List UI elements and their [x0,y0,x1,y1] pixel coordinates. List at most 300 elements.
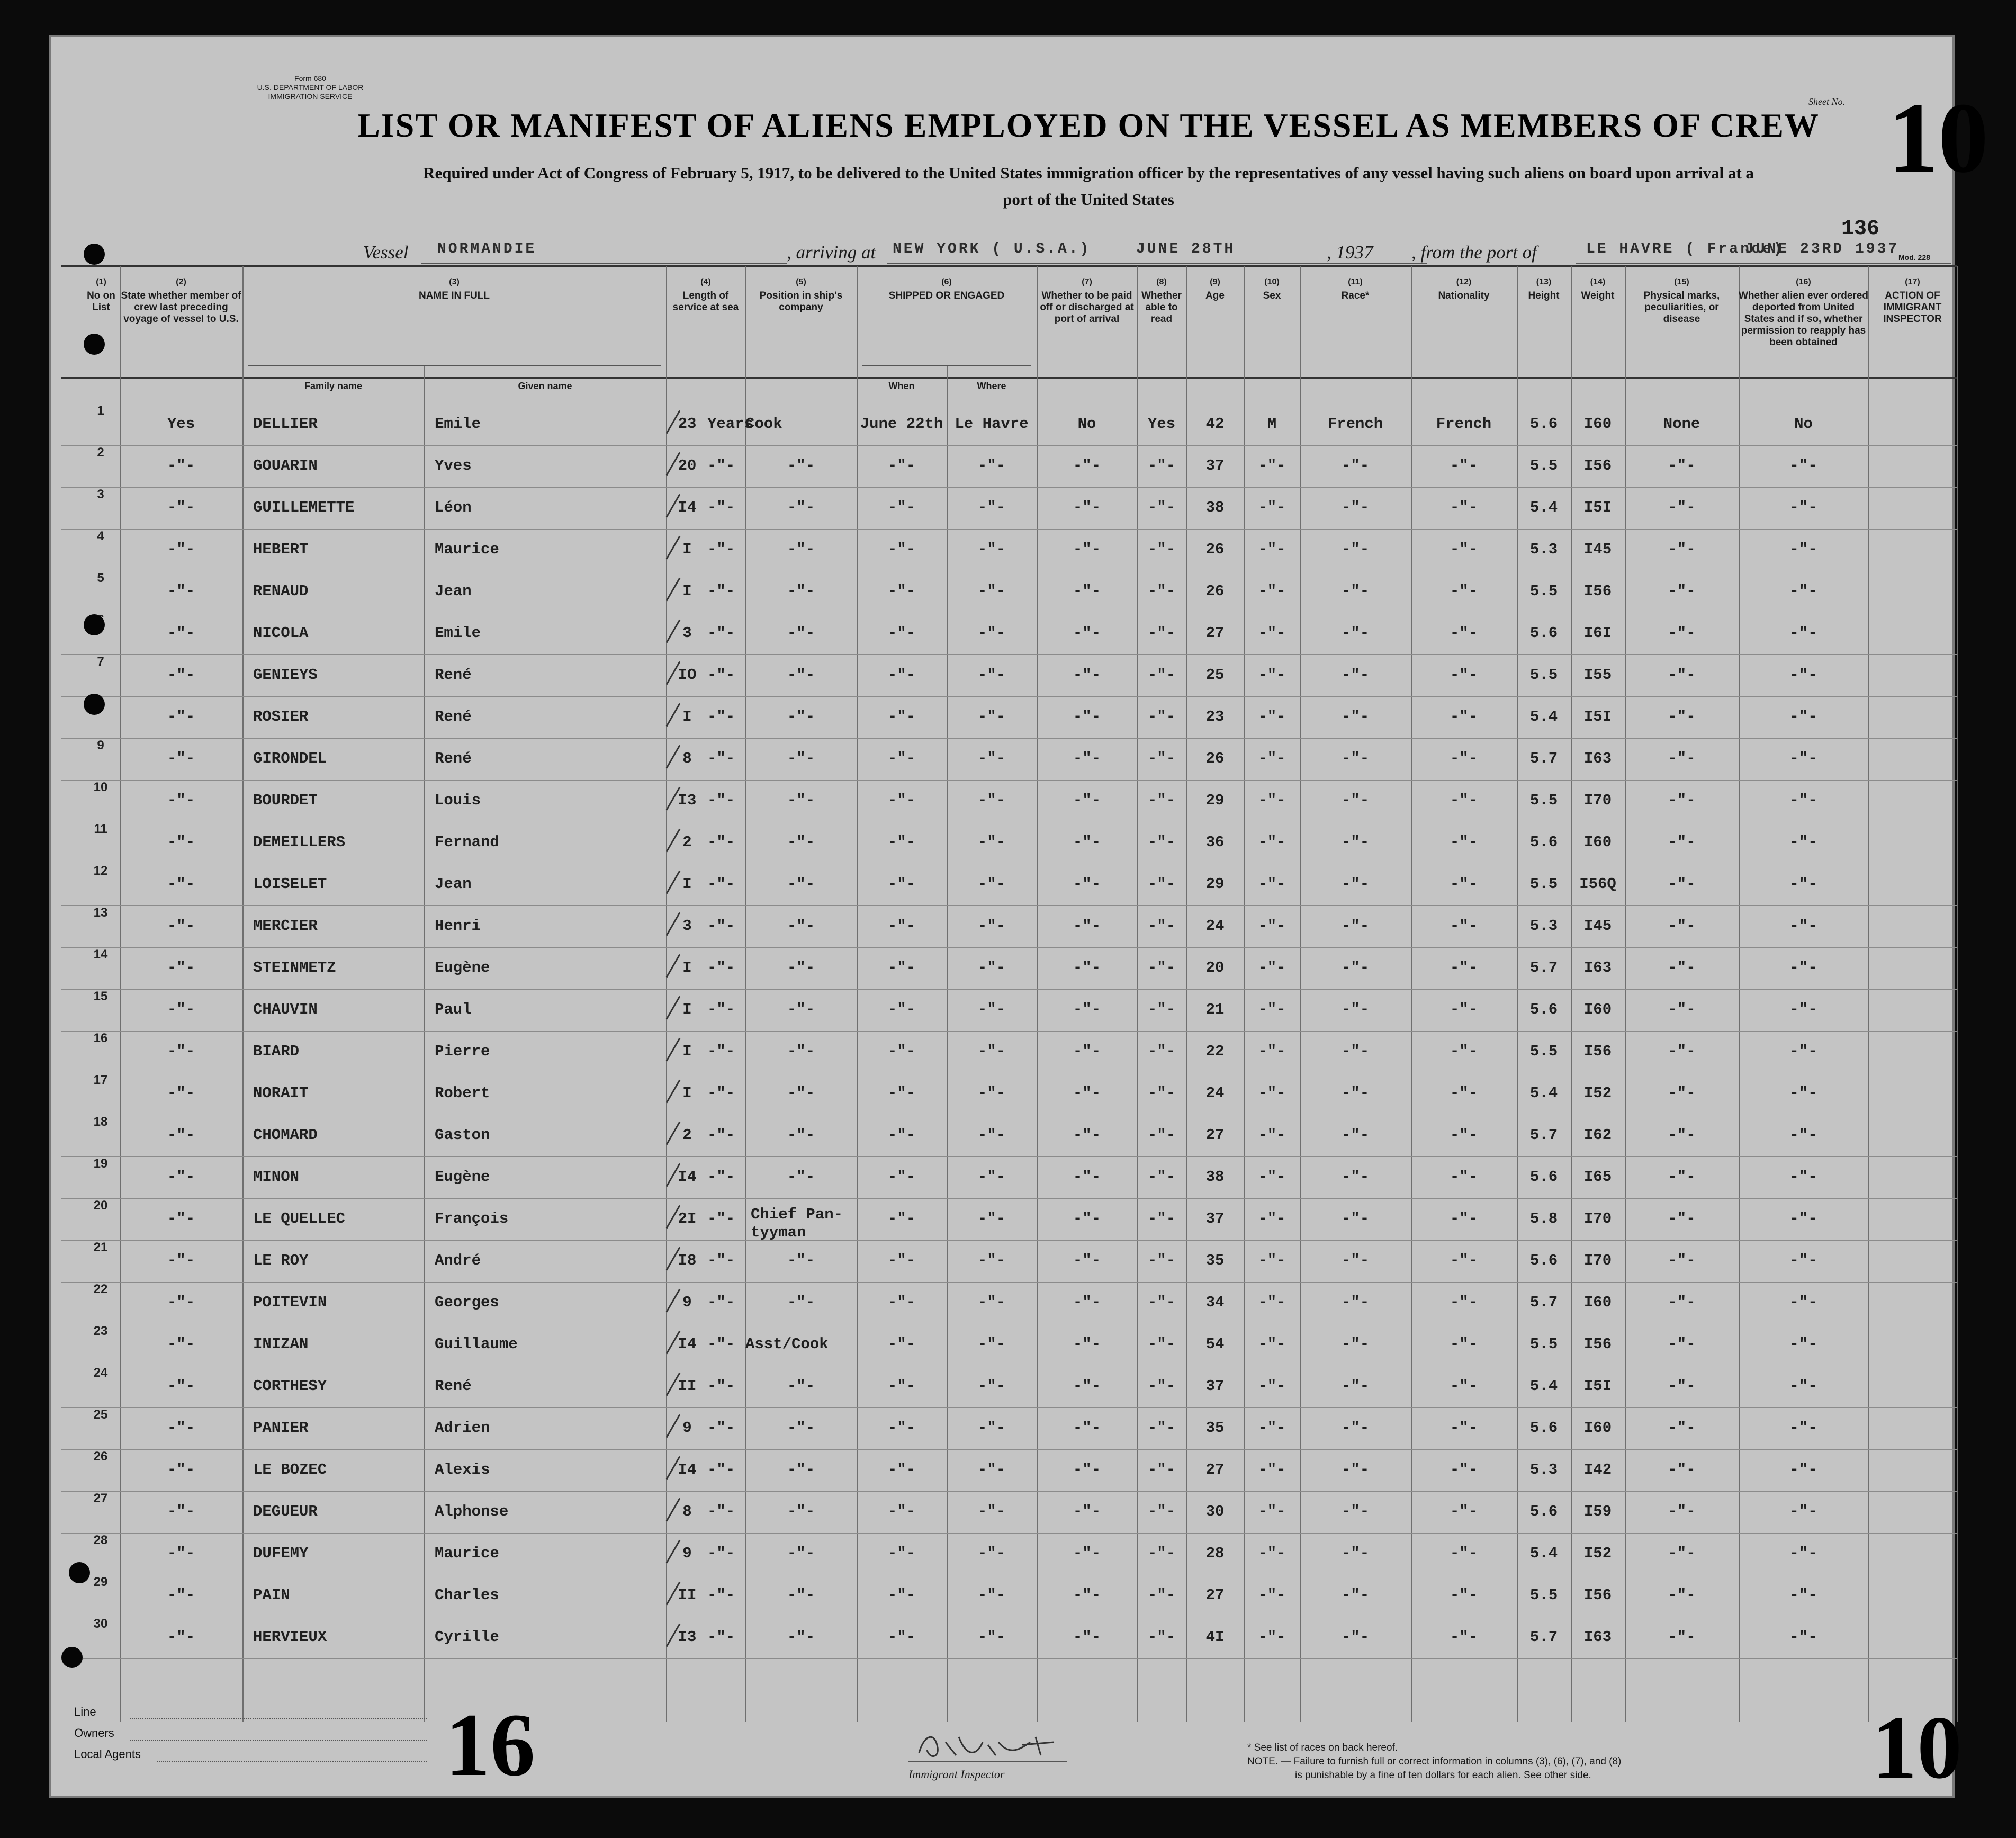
height-cell: 5.4 [1529,708,1558,725]
age-cell: 24 [1205,917,1225,935]
service-length-cell: 20 [678,457,697,474]
service-unit-cell: -"- [707,1419,735,1437]
line-number: 2 [97,445,104,460]
physical-marks-cell: -"- [1668,1001,1696,1018]
column-header [1517,276,1571,302]
column-label: Physical marks, peculiarities, or disease [1643,290,1720,325]
shipped-where-cell: -"- [977,1084,1006,1102]
deported-cell: -"- [1789,1335,1817,1353]
weight-cell: I55 [1583,666,1612,684]
row-divider [61,947,1957,948]
deported-cell: -"- [1789,792,1817,809]
given-name-cell: René [435,708,472,725]
given-name-cell: René [435,666,472,684]
from-port-label: , from the port of [1411,242,1537,263]
row-divider [61,1658,1957,1659]
row-divider [61,738,1957,739]
column-divider [242,266,244,1722]
shipped-when-cell: -"- [887,666,916,684]
given-name-cell: Georges [435,1294,499,1311]
height-cell: 5.4 [1529,1545,1558,1562]
given-name-cell: Jean [435,582,472,600]
line-number: 4 [97,529,104,543]
paid-off-cell: -"- [1073,1419,1101,1437]
previous-voyage-cell: -"- [167,833,195,851]
service-unit-cell: -"- [707,1126,735,1144]
shipped-where-cell: -"- [977,1377,1006,1395]
position-cell: -"- [787,1377,815,1395]
weight-cell: I56Q [1579,875,1616,893]
previous-voyage-cell: -"- [167,1084,195,1102]
age-cell: 26 [1205,541,1225,558]
paid-off-cell: -"- [1073,750,1101,767]
height-cell: 5.7 [1529,1628,1558,1646]
deported-cell: -"- [1789,1252,1817,1269]
able-to-read-cell: -"- [1147,1545,1176,1562]
given-name-cell: Guillaume [435,1335,518,1353]
race-cell: -"- [1341,792,1370,809]
paid-off-cell: -"- [1073,1545,1101,1562]
column-number: (17) [1905,277,1920,286]
shipped-where-cell: -"- [977,708,1006,725]
shipped-where-cell: -"- [977,917,1006,935]
family-name-cell: NICOLA [253,624,309,642]
column-label: Position in ship's company [759,290,843,313]
nationality-cell: -"- [1450,582,1478,600]
weight-cell: I63 [1583,959,1612,976]
nationality-cell: -"- [1450,1252,1478,1269]
height-cell: 5.6 [1529,1419,1558,1437]
column-header [1739,276,1868,348]
position-cell: -"- [787,875,815,893]
age-cell: 27 [1205,624,1225,642]
deported-cell: -"- [1789,875,1817,893]
able-to-read-cell: -"- [1147,1084,1176,1102]
deported-cell: -"- [1789,1084,1817,1102]
column-number: (8) [1156,277,1167,286]
line-number: 17 [93,1073,108,1087]
column-header [857,276,1037,302]
physical-marks-cell: -"- [1668,624,1696,642]
service-length-cell: 2 [682,833,692,851]
weight-cell: I5I [1583,1377,1612,1395]
service-unit-cell: -"- [707,1210,735,1227]
able-to-read-cell: -"- [1147,666,1176,684]
able-to-read-cell: -"- [1147,833,1176,851]
service-length-cell: II [678,1586,697,1604]
service-unit-cell: -"- [707,1168,735,1186]
position-cell: -"- [787,582,815,600]
column-label: SHIPPED OR ENGAGED [888,290,1005,301]
able-to-read-cell: -"- [1147,1628,1176,1646]
family-name-cell: CHAUVIN [253,1001,318,1018]
physical-marks-cell: -"- [1668,1503,1696,1520]
weight-cell: I5I [1583,708,1612,725]
row-divider [61,1240,1957,1241]
physical-marks-cell: -"- [1668,959,1696,976]
race-cell: -"- [1341,624,1370,642]
deported-cell: -"- [1789,1126,1817,1144]
position-cell: -"- [787,1252,815,1269]
able-to-read-cell: -"- [1147,457,1176,474]
column-header [1411,276,1517,302]
previous-voyage-cell: -"- [167,1461,195,1478]
physical-marks-cell: -"- [1668,1294,1696,1311]
shipped-where-cell: -"- [977,1335,1006,1353]
column-number: (2) [176,277,186,286]
previous-voyage-cell: -"- [167,457,195,474]
weight-cell: I42 [1583,1461,1612,1478]
given-name-cell: Pierre [435,1043,490,1060]
department-name: U.S. DEPARTMENT OF LABOR [257,83,364,92]
weight-cell: I52 [1583,1545,1612,1562]
family-name-cell: MERCIER [253,917,318,935]
family-name-cell: CHOMARD [253,1126,318,1144]
height-cell: 5.7 [1529,750,1558,767]
weight-cell: I60 [1583,1001,1612,1018]
sex-cell: -"- [1258,1252,1286,1269]
column-label: Whether able to read [1141,290,1182,325]
weight-cell: I60 [1583,1294,1612,1311]
column-header [120,276,242,325]
physical-marks-cell: -"- [1668,541,1696,558]
weight-cell: I56 [1583,582,1612,600]
family-name-cell: DEGUEUR [253,1503,318,1520]
race-cell: -"- [1341,875,1370,893]
age-cell: 20 [1205,959,1225,976]
service-unit-cell: -"- [707,1545,735,1562]
weight-cell: I60 [1583,415,1612,433]
row-divider [61,1449,1957,1450]
shipped-where-cell: -"- [977,541,1006,558]
age-cell: 30 [1205,1503,1225,1520]
given-name-cell: Alexis [435,1461,490,1478]
shipped-where-cell: -"- [977,1168,1006,1186]
service-length-cell: I4 [678,1335,697,1353]
family-name-cell: CORTHESY [253,1377,327,1395]
column-header [1625,276,1739,325]
physical-marks-cell: -"- [1668,1210,1696,1227]
family-name-cell: ROSIER [253,708,309,725]
column-header [745,276,857,313]
race-cell: -"- [1341,1252,1370,1269]
race-cell: -"- [1341,1461,1370,1478]
form-header-block [220,74,400,101]
column-label: Weight [1581,290,1615,301]
row-divider [61,1031,1957,1032]
inspector-signature [908,1726,1067,1763]
punch-hole [84,244,105,265]
vessel-name: NORMANDIE [437,241,537,257]
service-length-cell: I [682,875,692,893]
column-number: (1) [96,277,106,286]
column-header [1137,276,1186,325]
column-header [83,276,120,313]
age-cell: 37 [1205,457,1225,474]
line-number: 15 [93,989,108,1003]
sheet-number-label: Sheet No. [1808,96,1845,107]
paid-off-cell: -"- [1073,1461,1101,1478]
column-subheader: Given name [518,381,572,391]
service-length-cell: I3 [678,792,697,809]
line-number: 28 [93,1533,108,1547]
weight-cell: I63 [1583,750,1612,767]
shipped-where-cell: -"- [977,875,1006,893]
family-name-cell: STEINMETZ [253,959,336,976]
race-cell: French [1327,415,1383,433]
service-length-cell: IO [678,666,697,684]
height-cell: 5.6 [1529,833,1558,851]
previous-voyage-cell: -"- [167,1419,195,1437]
able-to-read-cell: -"- [1147,541,1176,558]
service-unit-cell: -"- [707,1503,735,1520]
line-number: 7 [97,654,104,669]
shipped-where-cell: -"- [977,792,1006,809]
height-cell: 5.6 [1529,415,1558,433]
age-cell: 29 [1205,792,1225,809]
paid-off-cell: -"- [1073,792,1101,809]
height-cell: 5.7 [1529,959,1558,976]
given-name-cell: Alphonse [435,1503,509,1520]
weight-cell: I5I [1583,499,1612,516]
weight-cell: I60 [1583,833,1612,851]
column-subheader: When [888,381,915,391]
nationality-cell: -"- [1450,541,1478,558]
age-cell: 38 [1205,1168,1225,1186]
service-length-cell: I4 [678,1461,697,1478]
given-name-cell: Cyrille [435,1628,499,1646]
physical-marks-cell: -"- [1668,1545,1696,1562]
service-unit-cell: -"- [707,750,735,767]
sex-cell: -"- [1258,1126,1286,1144]
line-number: 25 [93,1407,108,1422]
able-to-read-cell: -"- [1147,1419,1176,1437]
previous-voyage-cell: -"- [167,1043,195,1060]
shipped-when-cell: -"- [887,499,916,516]
position-cell: -"- [787,1043,815,1060]
nationality-cell: -"- [1450,1126,1478,1144]
weight-cell: I52 [1583,1084,1612,1102]
shipped-when-cell: -"- [887,1252,916,1269]
position-cell: -"- [787,666,815,684]
stamp-number-right: 10 [1872,1698,1962,1797]
deported-cell: -"- [1789,1210,1817,1227]
previous-voyage-cell: -"- [167,1210,195,1227]
position-cell-cont: tyyman [751,1224,806,1241]
column-label: Age [1205,290,1225,301]
nationality-cell: -"- [1450,499,1478,516]
line-number: 9 [97,738,104,752]
age-cell: 23 [1205,708,1225,725]
nationality-cell: -"- [1450,1503,1478,1520]
paid-off-cell: -"- [1073,1210,1101,1227]
shipped-when-cell: -"- [887,1461,916,1478]
shipped-when-cell: -"- [887,624,916,642]
height-cell: 5.6 [1529,1001,1558,1018]
physical-marks-cell: -"- [1668,1084,1696,1102]
line-number: 1 [97,404,104,418]
sex-cell: -"- [1258,833,1286,851]
deported-cell: -"- [1789,1043,1817,1060]
row-divider [61,989,1957,990]
age-cell: 35 [1205,1419,1225,1437]
position-cell: Chief Pan- [751,1206,843,1223]
family-name-cell: HERVIEUX [253,1628,327,1646]
row-divider [61,445,1957,446]
sex-cell: -"- [1258,499,1286,516]
service-unit-cell: -"- [707,1043,735,1060]
nationality-cell: -"- [1450,959,1478,976]
service-length-cell: I8 [678,1252,697,1269]
paid-off-cell: -"- [1073,875,1101,893]
shipped-when-cell: -"- [887,1586,916,1604]
sex-cell: -"- [1258,1084,1286,1102]
page-title: LIST OR MANIFEST OF ALIENS EMPLOYED ON THE VESSEL AS MEMBERS OF CREW [357,106,1820,144]
sex-cell: -"- [1258,1419,1286,1437]
given-name-cell: Louis [435,792,481,809]
physical-marks-cell: -"- [1668,499,1696,516]
model-number: Mod. 228 [1898,253,1930,262]
nationality-cell: -"- [1450,666,1478,684]
column-divider [1868,266,1869,1722]
row-divider [61,529,1957,530]
family-name-cell: MINON [253,1168,300,1186]
height-cell: 5.6 [1529,624,1558,642]
position-cell: -"- [787,541,815,558]
family-name-cell: GOUARIN [253,457,318,474]
line-number: 5 [97,571,104,585]
column-number: (4) [700,277,711,286]
column-header [1186,276,1244,302]
sex-cell: -"- [1258,1461,1286,1478]
shipped-when-cell: -"- [887,1084,916,1102]
deported-cell: -"- [1789,666,1817,684]
reference-number: 136 [1841,217,1880,241]
race-cell: -"- [1341,750,1370,767]
row-divider [61,1198,1957,1199]
weight-cell: I70 [1583,792,1612,809]
paid-off-cell: No [1077,415,1096,433]
sex-cell: -"- [1258,1210,1286,1227]
column-header [1571,276,1625,302]
nationality-cell: French [1436,415,1492,433]
line-label: Line [74,1705,96,1718]
inspector-label: Immigrant Inspector [908,1768,1005,1781]
nationality-cell: -"- [1450,1001,1478,1018]
row-divider [61,696,1957,697]
line-number: 19 [93,1156,108,1171]
previous-voyage-cell: -"- [167,1126,195,1144]
paid-off-cell: -"- [1073,959,1101,976]
previous-voyage-cell: -"- [167,708,195,725]
sex-cell: -"- [1258,457,1286,474]
height-cell: 5.3 [1529,1461,1558,1478]
previous-voyage-cell: -"- [167,792,195,809]
nationality-cell: -"- [1450,1419,1478,1437]
column-number: (7) [1082,277,1092,286]
given-name-cell: Yves [435,457,472,474]
column-number: (9) [1210,277,1220,286]
line-number: 16 [93,1031,108,1045]
from-port: LE HAVRE ( France) [1586,241,1785,257]
punch-hole [69,1562,90,1583]
service-length-cell: 8 [682,1503,692,1520]
paid-off-cell: -"- [1073,582,1101,600]
age-cell: 54 [1205,1335,1225,1353]
service-length-cell: 3 [682,624,692,642]
deported-cell: -"- [1789,499,1817,516]
paid-off-cell: -"- [1073,1377,1101,1395]
shipped-when-cell: -"- [887,750,916,767]
column-header [1868,276,1957,325]
given-name-cell: Gaston [435,1126,490,1144]
service-unit-cell: -"- [707,917,735,935]
weight-cell: I56 [1583,1043,1612,1060]
weight-cell: I56 [1583,1335,1612,1353]
sex-cell: -"- [1258,1377,1286,1395]
previous-voyage-cell: -"- [167,582,195,600]
family-name-cell: PAIN [253,1586,290,1604]
nationality-cell: -"- [1450,1294,1478,1311]
deported-cell: -"- [1789,1001,1817,1018]
deported-cell: -"- [1789,959,1817,976]
shipped-when-cell: -"- [887,959,916,976]
subtitle-line-2: port of the United States [1003,190,1174,209]
deported-cell: -"- [1789,541,1817,558]
shipped-when-cell: -"- [887,833,916,851]
row-divider [61,1533,1957,1534]
shipped-where-cell: -"- [977,1043,1006,1060]
page-subtitle [226,160,1951,213]
given-name-cell: Eugène [435,1168,490,1186]
column-header [1300,276,1411,302]
nationality-cell: -"- [1450,1168,1478,1186]
service-unit-cell: -"- [707,1586,735,1604]
deported-cell: -"- [1789,624,1817,642]
physical-marks-cell: -"- [1668,1586,1696,1604]
footnote [1247,1741,1830,1782]
sex-cell: -"- [1258,541,1286,558]
family-name-cell: HEBERT [253,541,309,558]
height-cell: 5.4 [1529,1377,1558,1395]
footnote-penalty-cont: is punishable by a fine of ten dollars for each alien. See other side. [1295,1770,1591,1781]
service-unit-cell: -"- [707,582,735,600]
sex-cell: -"- [1258,1335,1286,1353]
able-to-read-cell: -"- [1147,1126,1176,1144]
sex-cell: -"- [1258,1043,1286,1060]
height-cell: 5.5 [1529,666,1558,684]
column-label: Length of service at sea [672,290,739,313]
shipped-when-cell: -"- [887,1377,916,1395]
row-divider [61,1407,1957,1408]
race-cell: -"- [1341,1210,1370,1227]
age-cell: 26 [1205,750,1225,767]
deported-cell: -"- [1789,1586,1817,1604]
column-subheader: Where [977,381,1006,391]
line-number: 18 [93,1115,108,1129]
age-cell: 34 [1205,1294,1225,1311]
position-cell: -"- [787,1461,815,1478]
line-number: 3 [97,487,104,501]
service-length-cell: 2 [682,1126,692,1144]
shipped-when-cell: -"- [887,582,916,600]
column-label: Sex [1263,290,1281,301]
nationality-cell: -"- [1450,1461,1478,1478]
previous-voyage-cell: -"- [167,1294,195,1311]
shipped-when-cell: -"- [887,792,916,809]
service-length-cell: I [682,582,692,600]
shipped-when-cell: -"- [887,1126,916,1144]
